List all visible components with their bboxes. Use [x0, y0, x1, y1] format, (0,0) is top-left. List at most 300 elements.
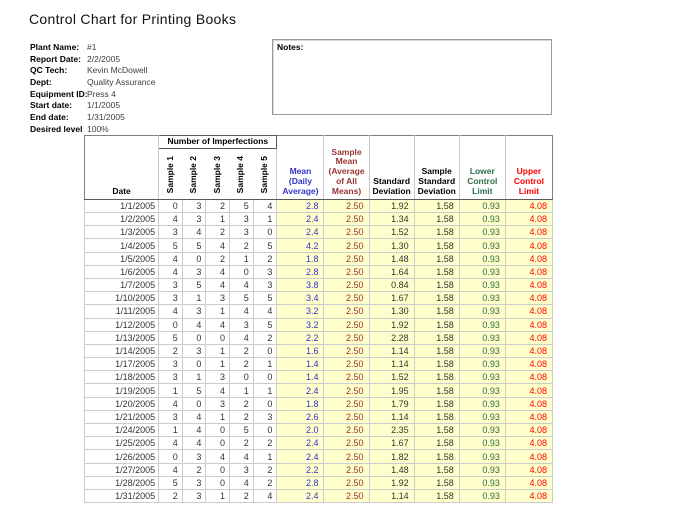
sample-cell[interactable]: 4 [206, 318, 230, 331]
sample-cell[interactable]: 3 [253, 278, 277, 291]
std-dev-cell[interactable]: 1.14 [369, 344, 414, 357]
sample-mean-cell[interactable]: 2.50 [324, 292, 369, 305]
sample-cell[interactable]: 4 [159, 397, 183, 410]
page-title: Control Chart for Printing Books [29, 11, 237, 27]
notes-label: Notes: [277, 42, 304, 52]
mean-cell[interactable]: 1.8 [277, 397, 324, 410]
sample-cell[interactable]: 2 [230, 239, 254, 252]
date-cell[interactable]: 1/2/2005 [85, 213, 159, 226]
sample-cell[interactable]: 3 [159, 371, 183, 384]
sample-cell[interactable]: 1 [253, 384, 277, 397]
sample-cell[interactable]: 5 [230, 424, 254, 437]
sample-cell[interactable]: 2 [230, 437, 254, 450]
sample-cell[interactable]: 0 [206, 463, 230, 476]
sample-cell[interactable]: 3 [253, 265, 277, 278]
mean-cell[interactable]: 2.8 [277, 199, 324, 212]
sample-cell[interactable]: 5 [230, 292, 254, 305]
sample-std-dev-cell[interactable]: 1.58 [414, 450, 459, 463]
sample-cell[interactable]: 1 [230, 384, 254, 397]
sample-mean-cell[interactable]: 2.50 [324, 331, 369, 344]
sample-std-dev-cell[interactable]: 1.58 [414, 318, 459, 331]
date-cell[interactable]: 1/31/2005 [85, 489, 159, 502]
sample-mean-cell[interactable]: 2.50 [324, 252, 369, 265]
sample-std-dev-cell[interactable]: 1.58 [414, 463, 459, 476]
sample-cell[interactable]: 3 [159, 358, 183, 371]
sample-cell[interactable]: 2 [253, 437, 277, 450]
sample-cell[interactable]: 4 [206, 265, 230, 278]
sample-cell[interactable]: 3 [159, 410, 183, 423]
mean-cell[interactable]: 2.4 [277, 213, 324, 226]
table-row [85, 397, 553, 410]
sample-cell[interactable]: 0 [253, 344, 277, 357]
std-dev-cell[interactable]: 1.67 [369, 437, 414, 450]
lower-control-limit-cell[interactable]: 0.93 [459, 450, 505, 463]
mean-cell[interactable]: 2.4 [277, 437, 324, 450]
lower-control-limit-cell[interactable]: 0.93 [459, 344, 505, 357]
info-label: Report Date: [30, 53, 82, 64]
std-dev-cell[interactable]: 1.67 [369, 292, 414, 305]
sample-std-dev-cell[interactable]: 1.58 [414, 384, 459, 397]
sample-cell[interactable]: 2 [253, 331, 277, 344]
sample-cell[interactable]: 4 [182, 226, 206, 239]
mean-cell[interactable]: 2.0 [277, 424, 324, 437]
lower-control-limit-cell[interactable]: 0.93 [459, 371, 505, 384]
mean-cell[interactable]: 2.4 [277, 450, 324, 463]
sample-cell[interactable]: 0 [159, 199, 183, 212]
sample-mean-cell[interactable]: 2.50 [324, 265, 369, 278]
date-cell[interactable]: 1/4/2005 [85, 239, 159, 252]
sample-std-dev-cell[interactable]: 1.58 [414, 226, 459, 239]
sample-cell[interactable]: 4 [159, 437, 183, 450]
lower-control-limit-cell[interactable]: 0.93 [459, 358, 505, 371]
sample-cell[interactable]: 2 [253, 463, 277, 476]
lower-control-limit-cell[interactable]: 0.93 [459, 476, 505, 489]
std-dev-cell[interactable]: 1.34 [369, 213, 414, 226]
mean-cell[interactable]: 2.4 [277, 489, 324, 502]
sample-std-dev-cell[interactable]: 1.58 [414, 305, 459, 318]
upper-control-limit-cell[interactable]: 4.08 [505, 265, 552, 278]
lower-control-limit-cell[interactable]: 0.93 [459, 489, 505, 502]
sample-cell[interactable]: 1 [253, 358, 277, 371]
sample-cell[interactable]: 0 [253, 397, 277, 410]
std-dev-cell[interactable]: 1.64 [369, 265, 414, 278]
upper-control-limit-cell[interactable]: 4.08 [505, 450, 552, 463]
sample-cell[interactable]: 0 [182, 358, 206, 371]
std-dev-cell[interactable]: 1.52 [369, 226, 414, 239]
mean-cell[interactable]: 3.4 [277, 292, 324, 305]
sample-cell[interactable]: 4 [253, 489, 277, 502]
std-dev-cell[interactable]: 1.52 [369, 371, 414, 384]
upper-control-limit-cell[interactable]: 4.08 [505, 344, 552, 357]
sample-cell[interactable]: 2 [230, 358, 254, 371]
sample-cell[interactable]: 0 [253, 424, 277, 437]
lower-control-limit-cell[interactable]: 0.93 [459, 252, 505, 265]
sample-mean-cell[interactable]: 2.50 [324, 463, 369, 476]
table-row [85, 489, 553, 502]
sample-cell[interactable]: 4 [253, 305, 277, 318]
upper-control-limit-cell[interactable]: 4.08 [505, 424, 552, 437]
sample-cell[interactable]: 0 [230, 265, 254, 278]
date-cell[interactable]: 1/26/2005 [85, 450, 159, 463]
std-dev-cell[interactable]: 1.92 [369, 199, 414, 212]
upper-control-limit-cell[interactable]: 4.08 [505, 331, 552, 344]
sample-std-dev-cell[interactable]: 1.58 [414, 292, 459, 305]
upper-control-limit-cell[interactable]: 4.08 [505, 252, 552, 265]
date-cell[interactable]: 1/18/2005 [85, 371, 159, 384]
upper-control-limit-cell[interactable]: 4.08 [505, 437, 552, 450]
upper-control-limit-cell[interactable]: 4.08 [505, 278, 552, 291]
sample-cell[interactable]: 5 [182, 278, 206, 291]
sample-cell[interactable]: 0 [182, 331, 206, 344]
table-row [85, 371, 553, 384]
sample-std-dev-cell[interactable]: 1.58 [414, 489, 459, 502]
mean-cell[interactable]: 2.2 [277, 463, 324, 476]
lower-control-limit-cell[interactable]: 0.93 [459, 199, 505, 212]
std-dev-cell[interactable]: 2.28 [369, 331, 414, 344]
sample-cell[interactable]: 2 [230, 489, 254, 502]
sample-cell[interactable]: 2 [253, 476, 277, 489]
upper-control-limit-cell[interactable]: 4.08 [505, 384, 552, 397]
upper-control-limit-cell[interactable]: 4.08 [505, 213, 552, 226]
sample-cell[interactable]: 0 [182, 397, 206, 410]
sample-mean-cell[interactable]: 2.50 [324, 450, 369, 463]
std-dev-cell[interactable]: 1.79 [369, 397, 414, 410]
sample-std-dev-cell[interactable]: 1.58 [414, 344, 459, 357]
sample-cell[interactable]: 3 [182, 199, 206, 212]
sample-cell[interactable]: 1 [253, 213, 277, 226]
sample-mean-cell[interactable]: 2.50 [324, 305, 369, 318]
sample-mean-cell[interactable]: 2.50 [324, 384, 369, 397]
sample-cell[interactable]: 5 [182, 239, 206, 252]
sample-mean-cell[interactable]: 2.50 [324, 344, 369, 357]
sample-cell[interactable]: 4 [230, 476, 254, 489]
date-cell[interactable]: 1/21/2005 [85, 410, 159, 423]
sample-mean-cell[interactable]: 2.50 [324, 278, 369, 291]
sample-std-dev-cell[interactable]: 1.58 [414, 410, 459, 423]
table-row [85, 424, 553, 437]
sample-cell[interactable]: 3 [206, 292, 230, 305]
mean-cell[interactable]: 3.2 [277, 318, 324, 331]
std-dev-cell[interactable]: 1.48 [369, 463, 414, 476]
sample-cell[interactable]: 1 [206, 358, 230, 371]
sample-cell[interactable]: 5 [253, 318, 277, 331]
col-header-date: Date [85, 136, 159, 200]
date-cell[interactable]: 1/3/2005 [85, 226, 159, 239]
lower-control-limit-cell[interactable]: 0.93 [459, 278, 505, 291]
sample-std-dev-cell[interactable]: 1.58 [414, 199, 459, 212]
sample-cell[interactable]: 0 [159, 450, 183, 463]
sample-std-dev-cell[interactable]: 1.58 [414, 476, 459, 489]
sample-mean-cell[interactable]: 2.50 [324, 371, 369, 384]
col-header-sample-5: Sample 5 [253, 148, 277, 199]
sample-cell[interactable]: 3 [206, 371, 230, 384]
sample-cell[interactable]: 3 [182, 344, 206, 357]
sample-cell[interactable]: 1 [206, 410, 230, 423]
sample-mean-cell[interactable]: 2.50 [324, 410, 369, 423]
upper-control-limit-cell[interactable]: 4.08 [505, 476, 552, 489]
sample-cell[interactable]: 4 [182, 437, 206, 450]
lower-control-limit-cell[interactable]: 0.93 [459, 410, 505, 423]
sample-mean-cell[interactable]: 2.50 [324, 489, 369, 502]
lower-control-limit-cell[interactable]: 0.93 [459, 424, 505, 437]
sample-cell[interactable]: 1 [206, 489, 230, 502]
std-dev-cell[interactable]: 1.30 [369, 305, 414, 318]
sample-cell[interactable]: 4 [159, 213, 183, 226]
sample-cell[interactable]: 4 [206, 278, 230, 291]
sample-std-dev-cell[interactable]: 1.58 [414, 371, 459, 384]
sample-cell[interactable]: 0 [206, 424, 230, 437]
lower-control-limit-cell[interactable]: 0.93 [459, 397, 505, 410]
lower-control-limit-cell[interactable]: 0.93 [459, 292, 505, 305]
lower-control-limit-cell[interactable]: 0.93 [459, 331, 505, 344]
sample-cell[interactable]: 1 [182, 292, 206, 305]
mean-cell[interactable]: 2.6 [277, 410, 324, 423]
upper-control-limit-cell[interactable]: 4.08 [505, 397, 552, 410]
info-label: Dept: [30, 76, 52, 87]
date-cell[interactable]: 1/6/2005 [85, 265, 159, 278]
sample-cell[interactable]: 3 [182, 476, 206, 489]
mean-cell[interactable]: 1.4 [277, 371, 324, 384]
sample-cell[interactable]: 3 [230, 226, 254, 239]
lower-control-limit-cell[interactable]: 0.93 [459, 463, 505, 476]
sample-std-dev-cell[interactable]: 1.58 [414, 252, 459, 265]
sample-cell[interactable]: 4 [159, 463, 183, 476]
info-value: 1/1/2005 [87, 100, 121, 111]
sample-cell[interactable]: 2 [206, 252, 230, 265]
sample-cell[interactable]: 5 [253, 292, 277, 305]
sample-cell[interactable]: 5 [253, 239, 277, 252]
sample-cell[interactable]: 2 [182, 463, 206, 476]
sample-std-dev-cell[interactable]: 1.58 [414, 331, 459, 344]
sample-cell[interactable]: 4 [159, 252, 183, 265]
date-cell[interactable]: 1/17/2005 [85, 358, 159, 371]
sample-std-dev-cell[interactable]: 1.58 [414, 358, 459, 371]
sample-cell[interactable]: 2 [159, 489, 183, 502]
std-dev-cell[interactable]: 1.92 [369, 476, 414, 489]
sample-cell[interactable]: 0 [182, 252, 206, 265]
sample-cell[interactable]: 0 [159, 318, 183, 331]
sample-cell[interactable]: 2 [230, 410, 254, 423]
table-row [85, 476, 553, 489]
mean-cell[interactable]: 2.4 [277, 384, 324, 397]
table-row [85, 463, 553, 476]
lower-control-limit-cell[interactable]: 0.93 [459, 318, 505, 331]
sample-cell[interactable]: 1 [230, 252, 254, 265]
std-dev-cell[interactable]: 1.14 [369, 489, 414, 502]
mean-cell[interactable]: 2.2 [277, 331, 324, 344]
lower-control-limit-cell[interactable]: 0.93 [459, 265, 505, 278]
sample-cell[interactable]: 3 [159, 226, 183, 239]
mean-cell[interactable]: 4.2 [277, 239, 324, 252]
sample-cell[interactable]: 1 [159, 384, 183, 397]
table-row [85, 344, 553, 357]
upper-control-limit-cell[interactable]: 4.08 [505, 410, 552, 423]
info-label: Plant Name: [30, 41, 80, 52]
mean-cell[interactable]: 1.4 [277, 358, 324, 371]
mean-cell[interactable]: 2.4 [277, 226, 324, 239]
info-row [30, 76, 260, 88]
mean-cell[interactable]: 2.8 [277, 476, 324, 489]
sample-std-dev-cell[interactable]: 1.58 [414, 213, 459, 226]
sample-mean-cell[interactable]: 2.50 [324, 424, 369, 437]
sample-cell[interactable]: 3 [182, 213, 206, 226]
sample-cell[interactable]: 4 [206, 239, 230, 252]
info-row [30, 53, 260, 65]
date-cell[interactable]: 1/7/2005 [85, 278, 159, 291]
sample-cell[interactable]: 5 [182, 384, 206, 397]
date-cell[interactable]: 1/5/2005 [85, 252, 159, 265]
notes-box[interactable] [272, 39, 552, 115]
sample-cell[interactable]: 2 [230, 397, 254, 410]
sample-cell[interactable]: 2 [253, 252, 277, 265]
sample-cell[interactable]: 4 [182, 410, 206, 423]
sample-cell[interactable]: 5 [159, 331, 183, 344]
upper-control-limit-cell[interactable]: 4.08 [505, 292, 552, 305]
sample-cell[interactable]: 4 [253, 199, 277, 212]
sample-cell[interactable]: 3 [230, 318, 254, 331]
sample-cell[interactable]: 1 [206, 305, 230, 318]
sample-cell[interactable]: 2 [206, 226, 230, 239]
date-cell[interactable]: 1/28/2005 [85, 476, 159, 489]
upper-control-limit-cell[interactable]: 4.08 [505, 489, 552, 502]
sample-cell[interactable]: 4 [230, 450, 254, 463]
date-cell[interactable]: 1/11/2005 [85, 305, 159, 318]
sample-cell[interactable]: 3 [159, 292, 183, 305]
sample-cell[interactable]: 0 [253, 226, 277, 239]
sample-cell[interactable]: 5 [159, 239, 183, 252]
sample-cell[interactable]: 4 [159, 305, 183, 318]
sample-mean-cell[interactable]: 2.50 [324, 437, 369, 450]
sample-cell[interactable]: 1 [253, 450, 277, 463]
sample-cell[interactable]: 0 [253, 371, 277, 384]
lower-control-limit-cell[interactable]: 0.93 [459, 305, 505, 318]
sample-cell[interactable]: 2 [230, 344, 254, 357]
date-cell[interactable]: 1/10/2005 [85, 292, 159, 305]
sample-mean-cell[interactable]: 2.50 [324, 226, 369, 239]
std-dev-cell[interactable]: 1.82 [369, 450, 414, 463]
sample-cell[interactable]: 3 [230, 213, 254, 226]
date-cell[interactable]: 1/27/2005 [85, 463, 159, 476]
sample-std-dev-cell[interactable]: 1.58 [414, 424, 459, 437]
lower-control-limit-cell[interactable]: 0.93 [459, 384, 505, 397]
std-dev-cell[interactable]: 1.14 [369, 410, 414, 423]
sample-cell[interactable]: 1 [206, 213, 230, 226]
sample-std-dev-cell[interactable]: 1.58 [414, 265, 459, 278]
sample-cell[interactable]: 4 [206, 384, 230, 397]
col-header-sample-2: Sample 2 [182, 148, 206, 199]
sample-cell[interactable]: 1 [206, 344, 230, 357]
mean-cell[interactable]: 3.2 [277, 305, 324, 318]
date-cell[interactable]: 1/13/2005 [85, 331, 159, 344]
table-row [85, 239, 553, 252]
sample-cell[interactable]: 0 [206, 476, 230, 489]
sample-mean-cell[interactable]: 2.50 [324, 358, 369, 371]
lower-control-limit-cell[interactable]: 0.93 [459, 226, 505, 239]
sample-cell[interactable]: 4 [182, 318, 206, 331]
sample-cell[interactable]: 3 [206, 397, 230, 410]
sample-mean-cell[interactable]: 2.50 [324, 213, 369, 226]
sample-std-dev-cell[interactable]: 1.58 [414, 278, 459, 291]
sample-mean-cell[interactable]: 2.50 [324, 199, 369, 212]
lower-control-limit-cell[interactable]: 0.93 [459, 213, 505, 226]
upper-control-limit-cell[interactable]: 4.08 [505, 318, 552, 331]
info-value: 100% [87, 123, 109, 134]
info-value: 1/31/2005 [87, 111, 125, 122]
mean-cell[interactable]: 2.8 [277, 265, 324, 278]
sample-cell[interactable]: 0 [230, 371, 254, 384]
sample-cell[interactable]: 5 [159, 476, 183, 489]
sample-cell[interactable]: 2 [206, 199, 230, 212]
upper-control-limit-cell[interactable]: 4.08 [505, 371, 552, 384]
sample-std-dev-cell[interactable]: 1.58 [414, 437, 459, 450]
lower-control-limit-cell[interactable]: 0.93 [459, 239, 505, 252]
upper-control-limit-cell[interactable]: 4.08 [505, 463, 552, 476]
sample-cell[interactable]: 1 [182, 371, 206, 384]
sample-cell[interactable]: 0 [206, 437, 230, 450]
upper-control-limit-cell[interactable]: 4.08 [505, 199, 552, 212]
upper-control-limit-cell[interactable]: 4.08 [505, 226, 552, 239]
sample-mean-cell[interactable]: 2.50 [324, 476, 369, 489]
sample-cell[interactable]: 3 [182, 489, 206, 502]
sample-std-dev-cell[interactable]: 1.58 [414, 397, 459, 410]
std-dev-cell[interactable]: 1.48 [369, 252, 414, 265]
sample-cell[interactable]: 0 [206, 331, 230, 344]
date-cell[interactable]: 1/1/2005 [85, 199, 159, 212]
date-cell[interactable]: 1/24/2005 [85, 424, 159, 437]
sample-cell[interactable]: 3 [182, 305, 206, 318]
sample-cell[interactable]: 4 [230, 331, 254, 344]
date-cell[interactable]: 1/20/2005 [85, 397, 159, 410]
std-dev-cell[interactable]: 1.14 [369, 358, 414, 371]
sample-cell[interactable]: 4 [206, 450, 230, 463]
lower-control-limit-cell[interactable]: 0.93 [459, 437, 505, 450]
sample-cell[interactable]: 3 [230, 463, 254, 476]
sample-cell[interactable]: 4 [159, 265, 183, 278]
sample-std-dev-cell[interactable]: 1.58 [414, 239, 459, 252]
date-cell[interactable]: 1/14/2005 [85, 344, 159, 357]
upper-control-limit-cell[interactable]: 4.08 [505, 358, 552, 371]
sample-cell[interactable]: 3 [159, 278, 183, 291]
date-cell[interactable]: 1/19/2005 [85, 384, 159, 397]
date-cell[interactable]: 1/12/2005 [85, 318, 159, 331]
sample-mean-cell[interactable]: 2.50 [324, 318, 369, 331]
sample-mean-cell[interactable]: 2.50 [324, 239, 369, 252]
sample-cell[interactable]: 4 [230, 305, 254, 318]
sample-cell[interactable]: 5 [230, 199, 254, 212]
sample-cell[interactable]: 1 [159, 424, 183, 437]
upper-control-limit-cell[interactable]: 4.08 [505, 239, 552, 252]
sample-cell[interactable]: 3 [253, 410, 277, 423]
table-body [85, 199, 553, 502]
sample-mean-cell[interactable]: 2.50 [324, 397, 369, 410]
sample-cell[interactable]: 3 [182, 450, 206, 463]
mean-cell[interactable]: 3.8 [277, 278, 324, 291]
upper-control-limit-cell[interactable]: 4.08 [505, 305, 552, 318]
std-dev-cell[interactable]: 1.30 [369, 239, 414, 252]
sample-cell[interactable]: 4 [182, 424, 206, 437]
std-dev-cell[interactable]: 1.92 [369, 318, 414, 331]
table-row [85, 278, 553, 291]
date-cell[interactable]: 1/25/2005 [85, 437, 159, 450]
sample-cell[interactable]: 3 [182, 265, 206, 278]
mean-cell[interactable]: 1.8 [277, 252, 324, 265]
sample-cell[interactable]: 4 [230, 278, 254, 291]
std-dev-cell[interactable]: 1.95 [369, 384, 414, 397]
sample-cell[interactable]: 2 [159, 344, 183, 357]
mean-cell[interactable]: 1.6 [277, 344, 324, 357]
std-dev-cell[interactable]: 2.35 [369, 424, 414, 437]
std-dev-cell[interactable]: 0.84 [369, 278, 414, 291]
